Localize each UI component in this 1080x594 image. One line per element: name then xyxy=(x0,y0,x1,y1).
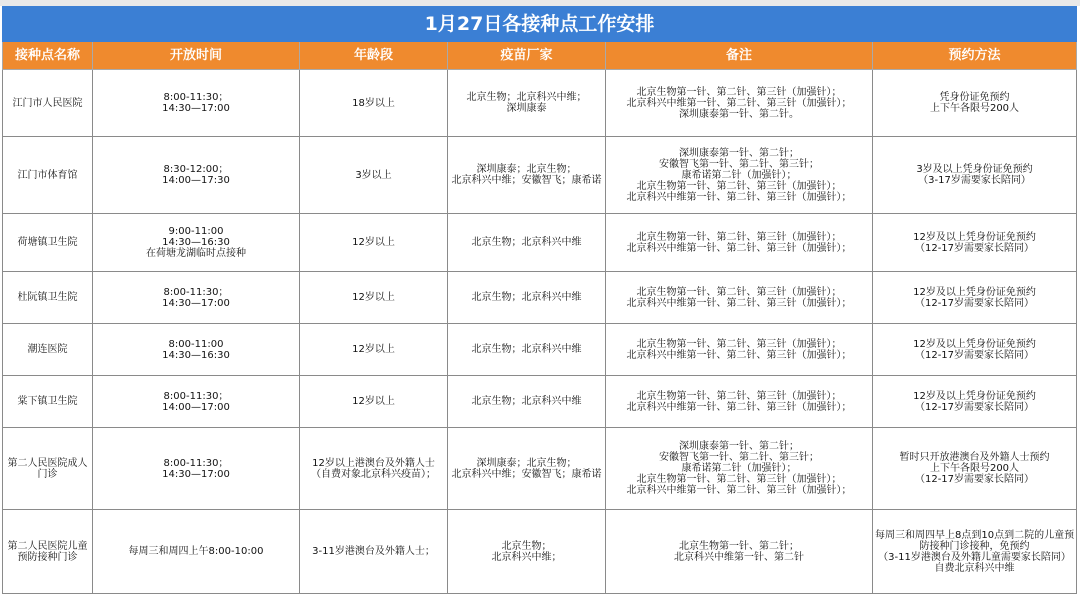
table-row xyxy=(3,510,1077,594)
remarks-cell xyxy=(606,428,873,510)
cell-text-line: 北京生物第一针、第二针； xyxy=(679,540,799,552)
cell-text-line: 北京生物第一针、第二针、第三针（加强针）； xyxy=(636,390,842,402)
cell-text-line: 北京科兴中维第一针、第二针、第三针（加强针）； xyxy=(626,349,852,361)
cell-text-line: 北京生物第一针、第二针、第三针（加强针）； xyxy=(636,86,842,98)
cell-text-line: 上下午各限号200人 xyxy=(929,463,1020,474)
age-group-cell xyxy=(300,70,448,137)
cell-text-line: 防接种门诊接种，免预约 xyxy=(919,540,1030,552)
cell-text-line: 康希诺第二针（加强针）； xyxy=(681,169,797,181)
cell-text-line: 14:30—17:00 xyxy=(162,103,230,114)
cell-text-line: 上下午各限号200人 xyxy=(929,103,1020,114)
header-remarks: 备注 xyxy=(606,42,873,70)
open-time-cell xyxy=(93,70,300,137)
vaccine-maker-cell xyxy=(448,137,606,214)
cell-text-line: 14:30—16:30 xyxy=(162,349,230,361)
age-group-cell xyxy=(300,428,448,510)
vaccine-maker-cell xyxy=(448,510,606,594)
cell-text-line: 18岁以上 xyxy=(352,97,395,109)
cell-text-line: 8:00-11:30； xyxy=(163,92,229,103)
cell-text-line: 每周三和周四早上8点到10点到二院的儿童预 xyxy=(875,529,1075,541)
open-time-cell xyxy=(93,510,300,594)
cell-text-line: 北京生物第一针、第二针、第三针（加强针）； xyxy=(636,286,842,298)
cell-text-line: 8:00-11:00 xyxy=(168,338,224,350)
cell-text-line: 北京科兴中维第一针、第二针、第三针（加强针）； xyxy=(626,485,852,496)
table-row xyxy=(3,376,1077,428)
cell-text-line: 北京生物；北京科兴中维 xyxy=(471,292,582,303)
cell-text-line: 北京生物；北京科兴中维 xyxy=(471,344,582,355)
cell-text-line: 北京科兴中维第一针、第二针、第三针（加强针）； xyxy=(626,401,852,413)
cell-text-line: 深圳康泰 xyxy=(506,103,547,114)
cell-text-line: （12-17岁需要家长陪同） xyxy=(914,401,1035,413)
header-booking-method: 预约方法 xyxy=(873,42,1077,70)
cell-text-line: 深圳康泰第一针、第二针； xyxy=(679,147,799,159)
cell-text-line: 北京生物；北京科兴中维； xyxy=(466,92,587,103)
cell-text-line: 12岁以上 xyxy=(352,396,395,407)
header-site-name: 接种点名称 xyxy=(3,42,93,70)
cell-text-line: 杜阮镇卫生院 xyxy=(17,292,78,303)
cell-text-line: 12岁及以上凭身份证免预约 xyxy=(913,390,1036,402)
header-age-group: 年龄段 xyxy=(300,42,448,70)
cell-text-line: 8:00-11:30； xyxy=(163,457,229,469)
age-group-cell xyxy=(300,376,448,428)
cell-text-line: 北京生物第一针、第二针、第三针（加强针）； xyxy=(636,231,842,243)
cell-text-line: 8:30-12:00； xyxy=(163,164,229,175)
remarks-cell xyxy=(606,510,873,594)
cell-text-line: 自费北京科兴中维 xyxy=(934,562,1015,574)
cell-text-line: 暂时只开放港澳台及外籍人士预约 xyxy=(899,452,1050,463)
cell-text-line: 北京生物第一针、第二针、第三针（加强针）； xyxy=(636,474,842,485)
remarks-cell xyxy=(606,376,873,428)
age-group-cell xyxy=(300,324,448,376)
cell-text-line: 北京科兴中维第一针、第二针、第三针（加强针）； xyxy=(626,297,852,309)
booking-method-cell xyxy=(873,70,1077,137)
site-name-cell xyxy=(3,272,93,324)
cell-text-line: 潮连医院 xyxy=(27,344,68,355)
cell-text-line: 14:00—17:30 xyxy=(162,175,230,186)
booking-method-cell xyxy=(873,272,1077,324)
age-group-cell xyxy=(300,137,448,214)
cell-text-line: 门诊 xyxy=(37,468,58,480)
cell-text-line: 北京科兴中维第一针、第二针、第三针（加强针）； xyxy=(626,242,852,254)
booking-method-cell xyxy=(873,324,1077,376)
header-row xyxy=(3,42,1077,70)
cell-text-line: 北京科兴中维；安徽智飞；康希诺 xyxy=(451,175,602,186)
cell-text-line: 北京生物第一针、第二针、第三针（加强针）； xyxy=(636,338,842,350)
cell-text-line: 深圳康泰第一针、第二针。 xyxy=(679,108,799,120)
title-row xyxy=(3,7,1077,42)
cell-text-line: 12岁及以上凭身份证免预约 xyxy=(913,286,1036,298)
cell-text-line: 荷塘镇卫生院 xyxy=(17,237,78,248)
site-name-cell xyxy=(3,428,93,510)
table-row xyxy=(3,428,1077,510)
cell-text-line: 12岁及以上凭身份证免预约 xyxy=(913,231,1036,243)
header-open-time: 开放时间 xyxy=(93,42,300,70)
cell-text-line: 8:00-11:30； xyxy=(163,286,229,298)
open-time-cell xyxy=(93,272,300,324)
remarks-cell xyxy=(606,70,873,137)
table-row xyxy=(3,214,1077,272)
open-time-cell xyxy=(93,137,300,214)
cell-text-line: 3岁及以上凭身份证免预约 xyxy=(916,164,1033,175)
cell-text-line: 在荷塘龙湖临时点接种 xyxy=(146,248,246,259)
cell-text-line: 凭身份证免预约 xyxy=(939,92,1010,103)
cell-text-line: 北京科兴中维第一针、第二针、第三针（加强针）； xyxy=(626,191,852,203)
cell-text-line: 江门市人民医院 xyxy=(12,97,83,109)
age-group-cell xyxy=(300,272,448,324)
cell-text-line: 12岁以上 xyxy=(352,292,395,303)
cell-text-line: 12岁以上港澳台及外籍人士 xyxy=(312,457,435,469)
remarks-cell xyxy=(606,214,873,272)
open-time-cell xyxy=(93,324,300,376)
booking-method-cell xyxy=(873,376,1077,428)
site-name-cell xyxy=(3,137,93,214)
cell-text-line: （12-17岁需要家长陪同） xyxy=(914,474,1035,485)
cell-text-line: 每周三和周四上午8:00-10:00 xyxy=(128,546,264,557)
cell-text-line: 3岁以上 xyxy=(355,169,392,181)
cell-text-line: 北京科兴中维第一针、第二针 xyxy=(674,551,804,563)
remarks-cell xyxy=(606,137,873,214)
site-name-cell xyxy=(3,510,93,594)
age-group-cell xyxy=(300,510,448,594)
cell-text-line: 14:30—16:30 xyxy=(162,237,230,248)
open-time-cell xyxy=(93,428,300,510)
cell-text-line: 北京生物；北京科兴中维 xyxy=(471,237,582,248)
booking-method-cell xyxy=(873,510,1077,594)
cell-text-line: 12岁以上 xyxy=(352,237,395,248)
table-row xyxy=(3,137,1077,214)
table-row xyxy=(3,324,1077,376)
cell-text-line: 14:00—17:00 xyxy=(162,401,230,413)
cell-text-line: 北京生物； xyxy=(501,540,552,552)
vaccine-maker-cell xyxy=(448,214,606,272)
vaccine-maker-cell xyxy=(448,376,606,428)
booking-method-cell xyxy=(873,428,1077,510)
remarks-cell xyxy=(606,272,873,324)
cell-text-line: 第二人民医院成人 xyxy=(7,457,88,469)
cell-text-line: 北京生物第一针、第二针、第三针（加强针）； xyxy=(636,180,842,192)
cell-text-line: 深圳康泰；北京生物； xyxy=(476,164,577,175)
header-vaccine-maker: 疫苗厂家 xyxy=(448,42,606,70)
cell-text-line: 安徽智飞第一针、第二针、第三针； xyxy=(659,452,819,463)
cell-text-line: 北京生物；北京科兴中维 xyxy=(471,396,582,407)
booking-method-cell xyxy=(873,214,1077,272)
cell-text-line: 安徽智飞第一针、第二针、第三针； xyxy=(659,158,819,170)
cell-text-line: （12-17岁需要家长陪同） xyxy=(914,242,1035,254)
cell-text-line: 棠下镇卫生院 xyxy=(17,396,78,407)
cell-text-line: 12岁以上 xyxy=(352,344,395,355)
cell-text-line: （12-17岁需要家长陪同） xyxy=(914,297,1035,309)
cell-text-line: 12岁及以上凭身份证免预约 xyxy=(913,338,1036,350)
cell-text-line: 14:30—17:00 xyxy=(162,468,230,480)
vaccine-maker-cell xyxy=(448,70,606,137)
booking-method-cell xyxy=(873,137,1077,214)
open-time-cell xyxy=(93,214,300,272)
site-name-cell xyxy=(3,214,93,272)
vaccine-maker-cell xyxy=(448,272,606,324)
age-group-cell xyxy=(300,214,448,272)
cell-text-line: 第二人民医院儿童 xyxy=(7,540,88,552)
cell-text-line: 8:00-11:30； xyxy=(163,390,229,402)
cell-text-line: 深圳康泰；北京生物； xyxy=(476,457,577,469)
cell-text-line: （3-17岁需要家长陪同） xyxy=(918,175,1031,186)
cell-text-line: 北京科兴中维； xyxy=(491,551,562,563)
cell-text-line: 北京科兴中维；安徽智飞；康希诺 xyxy=(451,468,602,480)
open-time-cell xyxy=(93,376,300,428)
table-row xyxy=(3,272,1077,324)
vaccine-maker-cell xyxy=(448,428,606,510)
cell-text-line: 康希诺第二针（加强针）； xyxy=(681,463,797,474)
cell-text-line: 9:00-11:00 xyxy=(168,226,224,237)
site-name-cell xyxy=(3,70,93,137)
table-row xyxy=(3,70,1077,137)
vaccine-maker-cell xyxy=(448,324,606,376)
cell-text-line: 深圳康泰第一针、第二针； xyxy=(679,441,799,452)
schedule-table xyxy=(2,6,1077,594)
cell-text-line: 江门市体育馆 xyxy=(17,169,78,181)
site-name-cell xyxy=(3,324,93,376)
site-name-cell xyxy=(3,376,93,428)
cell-text-line: 北京科兴中维第一针、第二针、第三针（加强针）； xyxy=(626,97,852,109)
remarks-cell xyxy=(606,324,873,376)
cell-text-line: 3-11岁港澳台及外籍人士； xyxy=(312,546,435,557)
cell-text-line: 14:30—17:00 xyxy=(162,297,230,309)
cell-text-line: （3-11岁港澳台及外籍儿童需要家长陪同） xyxy=(878,551,1071,563)
cell-text-line: 预防接种门诊 xyxy=(17,551,78,563)
cell-text-line: （12-17岁需要家长陪同） xyxy=(914,349,1035,361)
cell-text-line: （自费对象北京科兴疫苗）； xyxy=(311,468,436,480)
page-title: 1月27日各接种点工作安排 xyxy=(3,7,1077,42)
